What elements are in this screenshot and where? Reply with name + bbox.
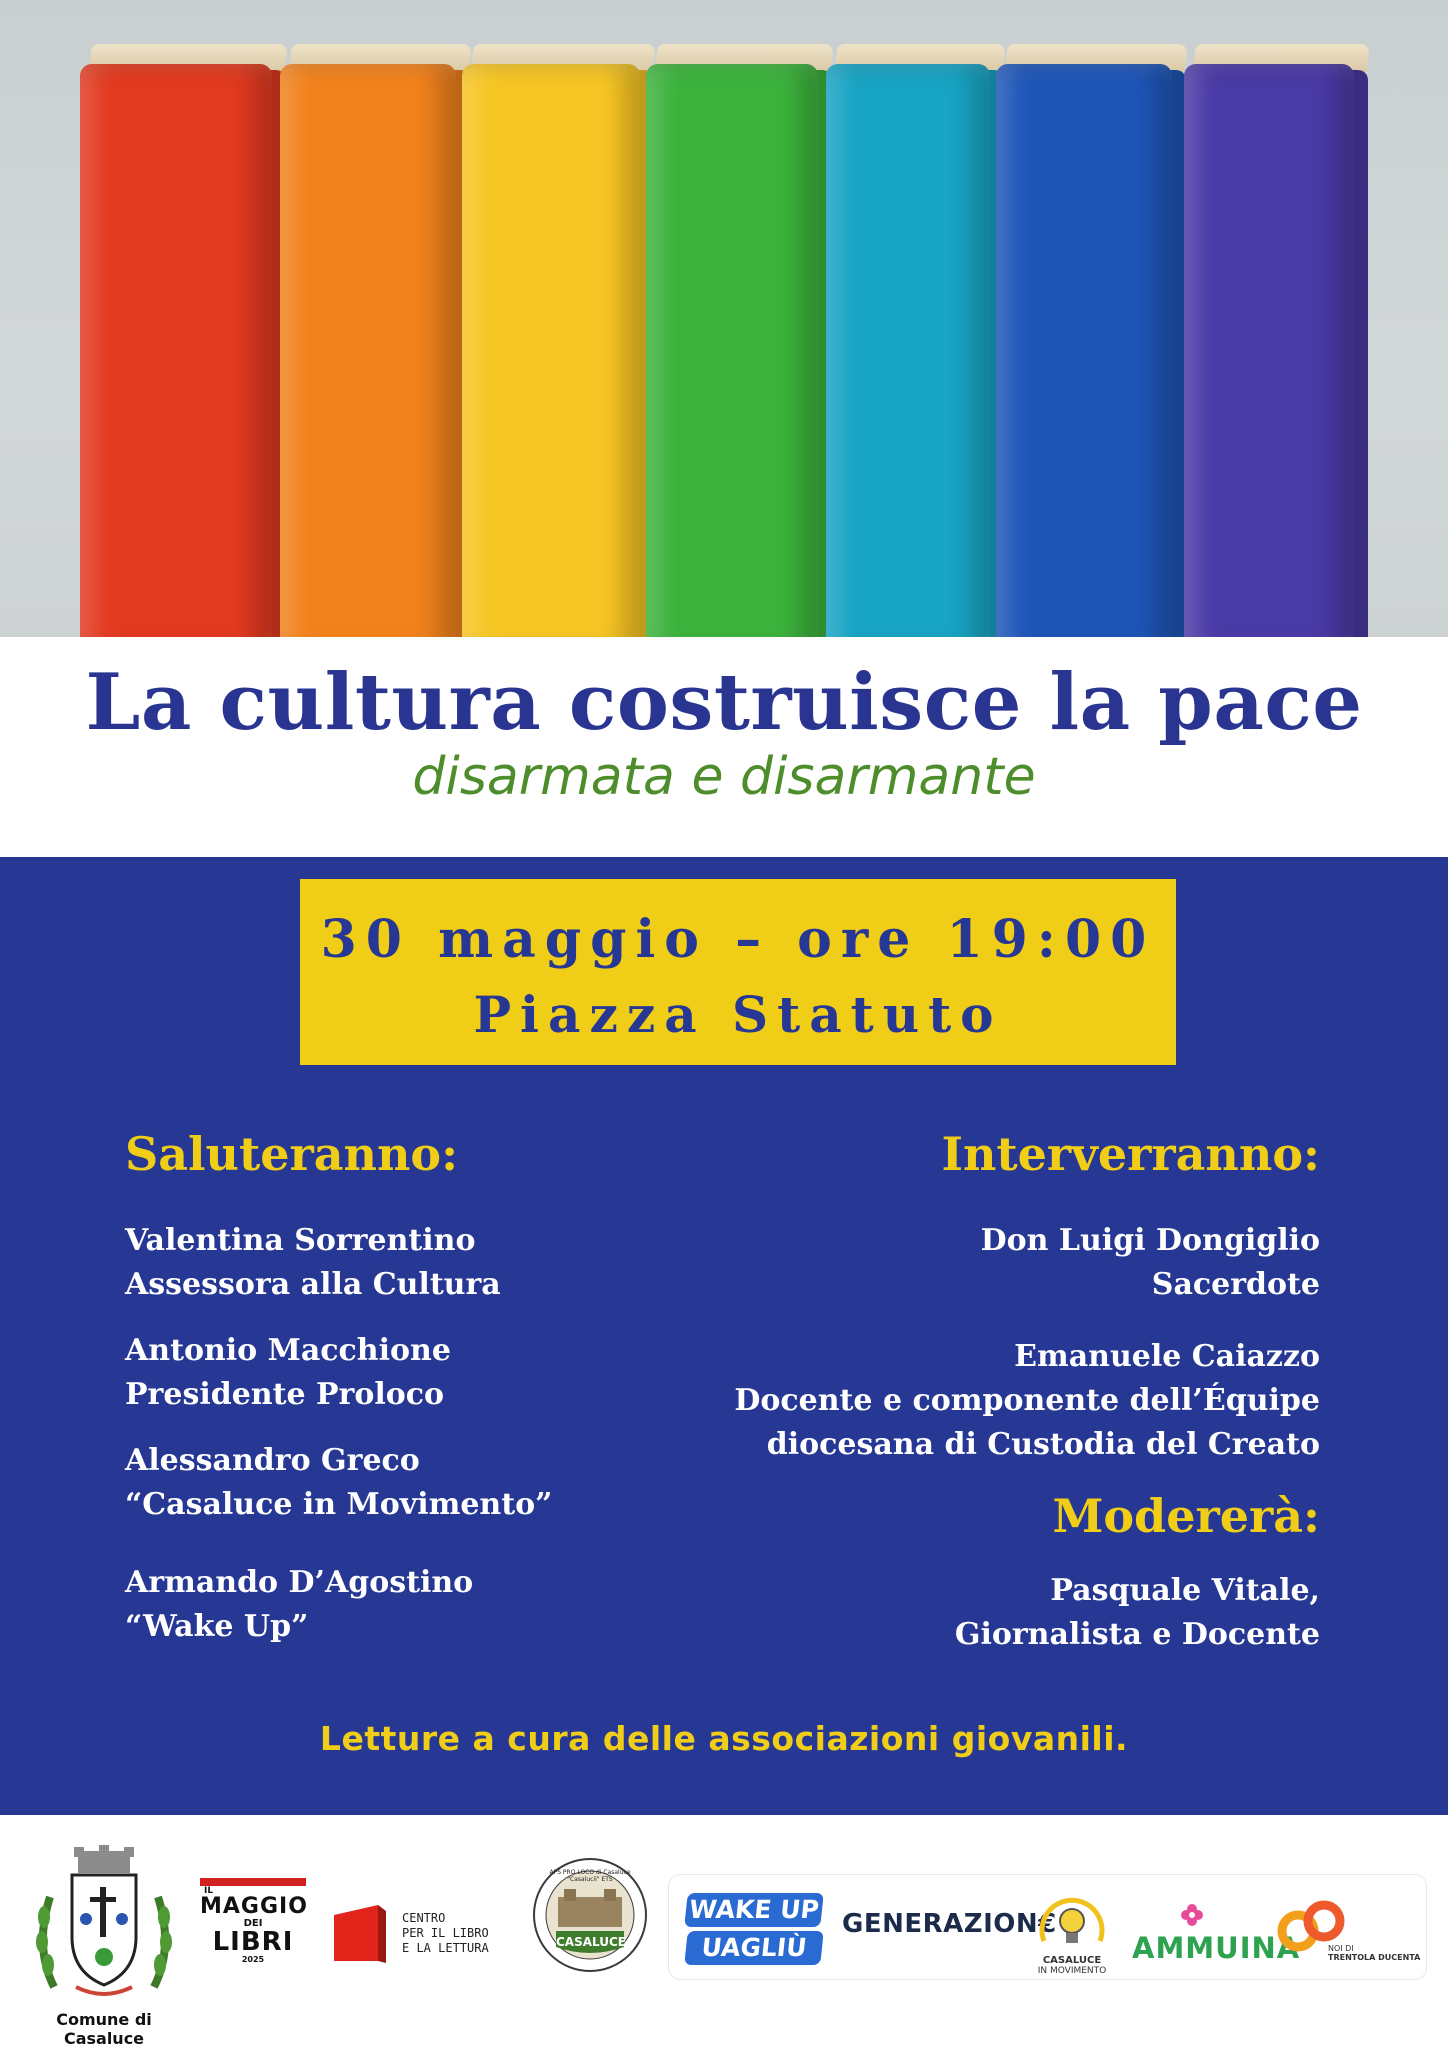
casaluce-mov-text [1028,1955,1116,1977]
speaker-name: Valentina Sorrentino [125,1223,476,1258]
book-yellow [462,52,640,637]
event-date-time: 30 maggio – ore 19:00 [320,909,1156,970]
proloco-label: CASALUCE [556,1935,626,1949]
generazione-logo: GENERAZION€ [842,1909,1057,1939]
speaker-role: “Casaluce in Movimento” [125,1487,553,1522]
books-photo [0,0,1448,637]
wake-up-uagliu-logo [686,1893,822,1967]
sponsor-logos [0,1815,1448,2048]
cepell-line: PER IL LIBRO [402,1926,489,1940]
book-green [646,52,818,637]
event-subtitle: disarmata e disarmante [412,747,1036,807]
proloco-casaluce-logo [530,1855,650,1975]
speaker-name: Don Luigi Dongiglio [980,1223,1320,1258]
speakers-heading: Interverranno: [941,1127,1320,1181]
maggio-word: IL [204,1886,214,1896]
ammuina-logo [1132,1901,1301,1975]
speaker-role-continued: diocesana di Custodia del Creato [766,1427,1320,1462]
speaker-name: Emanuele Caiazzo [1014,1339,1320,1374]
maggio-word: LIBRI [212,1927,294,1957]
flower-icon [1132,1901,1252,1931]
book-blue [996,52,1172,637]
speaker-role: “Wake Up” [125,1609,309,1644]
proloco-arc-text: APS PRO LOCO di Casaluce "Casalucii" ETS [549,1869,631,1883]
speaker-role: Assessora alla Cultura [125,1267,501,1302]
book-purple [1184,52,1354,637]
moderator-role: Giornalista e Docente [954,1617,1320,1652]
readings-note: Letture a cura delle associazioni giovanili. [319,1719,1129,1758]
cepell-logo [328,1891,528,1977]
program-panel [0,857,1448,1815]
cepell-line: E LA LETTURA [402,1941,489,1955]
speaker-entry [600,1219,1320,1307]
speaker-entry [600,1335,1320,1467]
speaker-role: Sacerdote [1151,1267,1320,1302]
maggio-word: DEI [243,1918,263,1929]
coat-of-arms-icon [14,1837,194,2007]
greetings-heading: Saluteranno: [125,1127,459,1181]
book-orange [280,52,456,637]
comune-casaluce-logo [14,1837,194,2048]
speaker-name: Antonio Macchione [125,1333,451,1368]
noidi-line: TRENTOLA DUCENTA [1328,1953,1421,1962]
book-teal [826,52,990,637]
moderator-name: Pasquale Vitale, [1050,1573,1320,1608]
book-red [80,52,272,637]
maggio-year: 2025 [241,1955,265,1964]
event-title: La cultura costruisce la pace [85,657,1363,748]
casaluce-mov-line: CASALUCE [1042,1955,1102,1966]
speakers-column [600,1127,1320,1679]
ammuina-text: AMMUINA [1132,1931,1301,1965]
speaker-name: Alessandro Greco [125,1443,420,1478]
wake-line: WAKE UP [684,1893,824,1927]
casaluce-mov-line: IN MOVIMENTO [1037,1966,1107,1976]
title-band [0,637,1448,857]
moderator-entry [600,1569,1320,1657]
comune-label: Comune di Casaluce [56,2010,152,2048]
speaker-role: Docente e componente dell’Équipe [734,1383,1320,1418]
casaluce-in-movimento-logo [1034,1891,1110,1981]
noidi-text [1328,1944,1428,1962]
event-place: Piazza Statuto [473,985,1003,1044]
speaker-name: Armando D’Agostino [125,1565,474,1600]
moderator-heading: Modererà: [1052,1489,1320,1543]
noi-di-trentola-ducenta-logo [1276,1895,1421,1975]
cepell-line: CENTRO [402,1911,446,1925]
lightbulb-icon [1034,1891,1110,1955]
noidi-line: NOI DI [1328,1944,1354,1953]
wake-line: UAGLIÙ [684,1931,824,1965]
cepell-text [402,1911,489,1956]
maggio-word: MAGGIO [200,1894,308,1919]
maggio-dei-libri-logo [200,1878,306,1982]
book-mark-icon [328,1901,392,1965]
date-place-box [300,879,1176,1065]
speaker-role: Presidente Proloco [125,1377,445,1412]
